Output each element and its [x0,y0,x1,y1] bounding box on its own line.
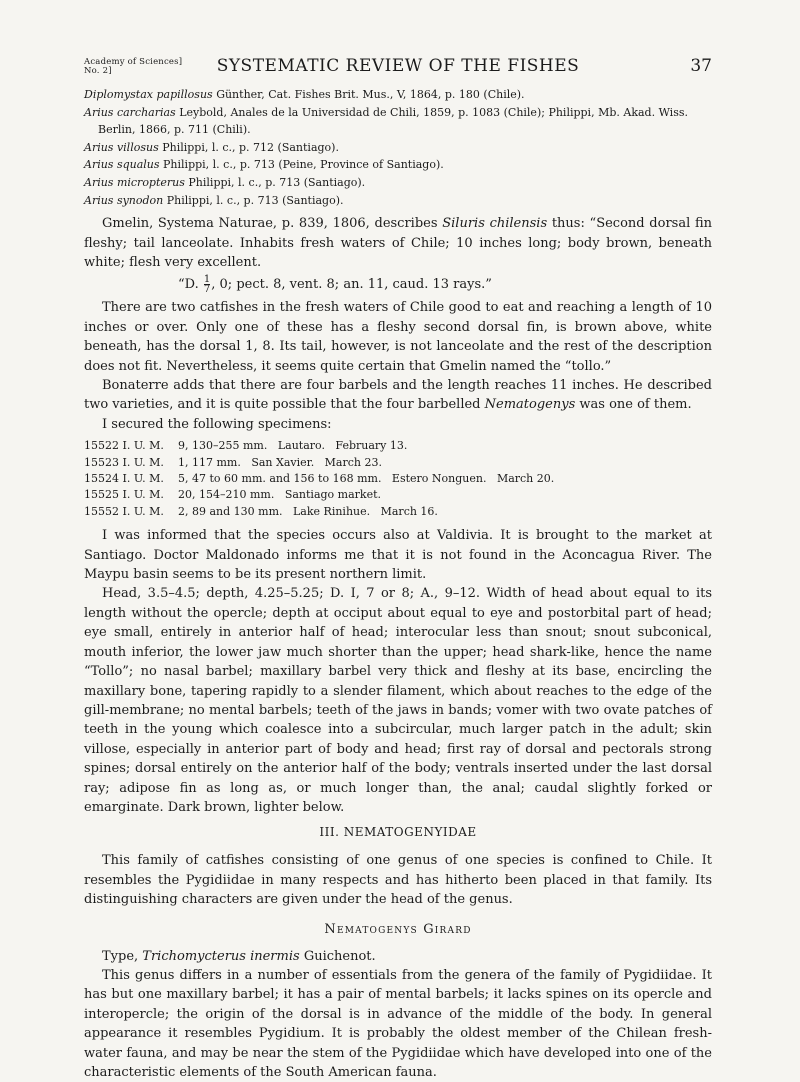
species-name: Arius synodon [84,193,164,207]
specimen-details: 20, 154–210 mm. Santiago market. [178,488,382,502]
reference-continuation: Berlin, 1866, p. 711 (Chili). [98,123,251,137]
reference-entry [84,104,712,122]
specimen-details: 1, 117 mm. San Xavier. March 23. [178,455,382,469]
description-paragraph: Head, 3.5–4.5; depth, 4.25–5.25; D. I, 7 or 8; A., 9–12. Width of head about equal to its length without the opercle; depth at occiput about equal to eye and postorbital part of head; eye small, entirely in anterior half of head; interocular less than snout; snout subconical, mouth inferior, the lower jaw much shorter than the upper; head shark-like, hence the name “Tollo”; no nasal barbel; maxillary barbel very thick and fleshy at its base, encircling the maxillary bone, tapering rapidly to a slender filament, which about reaches to the edge of the gill-membrane; no mental barbels; teeth of the jaws in bands; vomer with two ovate patches of teeth in the young which coalesce into a subcircular, much larger patch in the adult; skin villose, especially in anterior part of body and head; first ray of dorsal and pectorals strong spines; dorsal entirely on the anterior half of the body; ventrals inserted under the last dorsal ray; adipose fin as long as, or much longer than, the anal; caudal slightly forked or emarginate. Dark brown, lighter below. [84,586,712,815]
text-run: thus: “Second dorsal fin fleshy; tail lanceolate. Inhabits fresh waters of Chile; 10 inches long; body brown, beneath white; flesh very excellent. [84,216,712,270]
reference-text: Philippi, l. c., p. 713 (Santiago). [188,175,366,189]
two-catfishes-paragraph: There are two catfishes in the fresh waters of Chile good to eat and reaching a length of 10 inches or over. Only one of these has a fleshy second dorsal fin, is brown above, white beneath, has the dorsal 1, 8. Its tail, however, is not lanceolate and the rest of the description does not fit. Nevertheless, it seems quite certain that Gmelin named the “tollo.” [84,300,712,374]
type-line [84,947,712,966]
catalog-number: 15552 I. U. M. [84,504,164,518]
reference-text: Leybold, Anales de la Universidad de Chili, 1859, p. 1083 (Chile); Philippi, Mb. Akad. Wiss. [179,105,688,119]
reference-entry [84,86,712,104]
text-run: Bonaterre adds that there are four barbels and the length reaches 11 inches. He described two varieties, and it is quite possible that the four barbelled [84,378,712,413]
synonymy-list [84,86,712,209]
species-name: Siluris chilensis [442,216,548,232]
specimen-details: 5, 47 to 60 mm. and 156 to 168 mm. Estero Nonguen. March 20. [178,472,555,486]
species-name: Arius villosus [84,140,159,154]
genus-heading: Nematogenys Girard [324,921,472,937]
section-heading: III. NEMATOGENYIDAE [319,825,477,840]
reference-entry [84,192,712,210]
reference-text: Philippi, l. c., p. 713 (Santiago). [166,193,344,207]
text-run: Guichenot. [299,948,376,964]
reference-entry [84,174,712,192]
species-name: Diplomystax papillosus [84,88,213,101]
formula-prefix: “D. [178,277,199,293]
catalog-number: 15524 I. U. M. [84,472,164,486]
species-name: Arius squalus [84,158,160,172]
specimen-list [84,438,712,520]
species-name: Arius micropterus [84,175,185,189]
specimen-details: 9, 130–255 mm. Lautaro. February 13. [178,439,408,453]
genus-paragraph: This genus differs in a number of essentials from the genera of the family of Pygidiidae. It has but one maxillary barbel; it has a pair of mental barbels; it lacks spines on its opercle and interopercle; the origin of the dorsal is in advance of the middle of the body. In general appearance it resembles Pygidium. It is probably the oldest member of the Chilean fresh-water fauna, and may be near the stem of the Pygidiidae which have developed into one of the characteristic elements of the South American fauna. [84,967,712,1080]
fraction-numerator: 1 [203,274,211,286]
family-text [84,851,712,909]
running-header [84,56,712,84]
catalog-number: 15523 I. U. M. [84,455,164,469]
family-paragraph: This family of catfishes consisting of one genus of one species is confined to Chile. It resembles the Pygidiidae in many respects and has hitherto been placed in that family. Its distinguishing characters are given under the head of the genus. [84,853,712,908]
bonaterre-paragraph [84,376,712,415]
reference-text: Philippi, l. c., p. 713 (Peine, Province of Santiago). [163,158,444,172]
running-title: SYSTEMATIC REVIEW OF THE FISHES [216,56,580,76]
text-run: was one of them. [575,397,692,413]
fin-formula [84,272,712,298]
valdivia-paragraph: I was informed that the species occurs also at Valdivia. It is brought to the market at Santiago. Doctor Maldonado informs me that it is not found in the Aconcagua River. The Maypu basin seems to be its present northern limit. [84,528,712,583]
specimen-row [84,487,712,503]
catalog-number: 15525 I. U. M. [84,488,164,502]
specimen-row [84,504,712,520]
species-name: Arius carcharias [84,105,176,119]
main-text [84,214,712,434]
specimen-row [84,438,712,454]
reference-text: Günther, Cat. Fishes Brit. Mus., V, 1864, p. 180 (Chile). [216,88,525,101]
gmelin-paragraph [84,214,712,272]
main-text-continued [84,526,712,817]
genus-text [84,947,712,1082]
secured-paragraph: I secured the following specimens: [102,416,332,432]
page [84,56,712,1082]
formula-suffix: , 0; pect. 8, vent. 8; an. 11, caud. 13 rays.” [211,277,492,293]
genus-name: Nematogenys [484,397,576,413]
text-run: Gmelin, Systema Naturae, p. 839, 1806, describes [102,216,443,232]
journal-line-2: No. 2] [84,66,112,76]
reference-entry [84,156,712,174]
specimen-row [84,471,712,487]
reference-text: Philippi, l. c., p. 712 (Santiago). [162,140,339,154]
species-name: Trichomycterus inermis [142,948,300,964]
reference-entry [84,139,712,157]
specimen-row [84,455,712,471]
specimen-details: 2, 89 and 130 mm. Lake Rinihue. March 16. [178,504,438,518]
journal-line-1: Academy of Sciences] [84,57,183,67]
formula-fraction [204,275,210,294]
fraction-denominator: 7 [203,284,211,296]
catalog-number: 15522 I. U. M. [84,439,164,453]
page-number: 37 [690,56,712,76]
text-run: Type, [102,948,143,964]
